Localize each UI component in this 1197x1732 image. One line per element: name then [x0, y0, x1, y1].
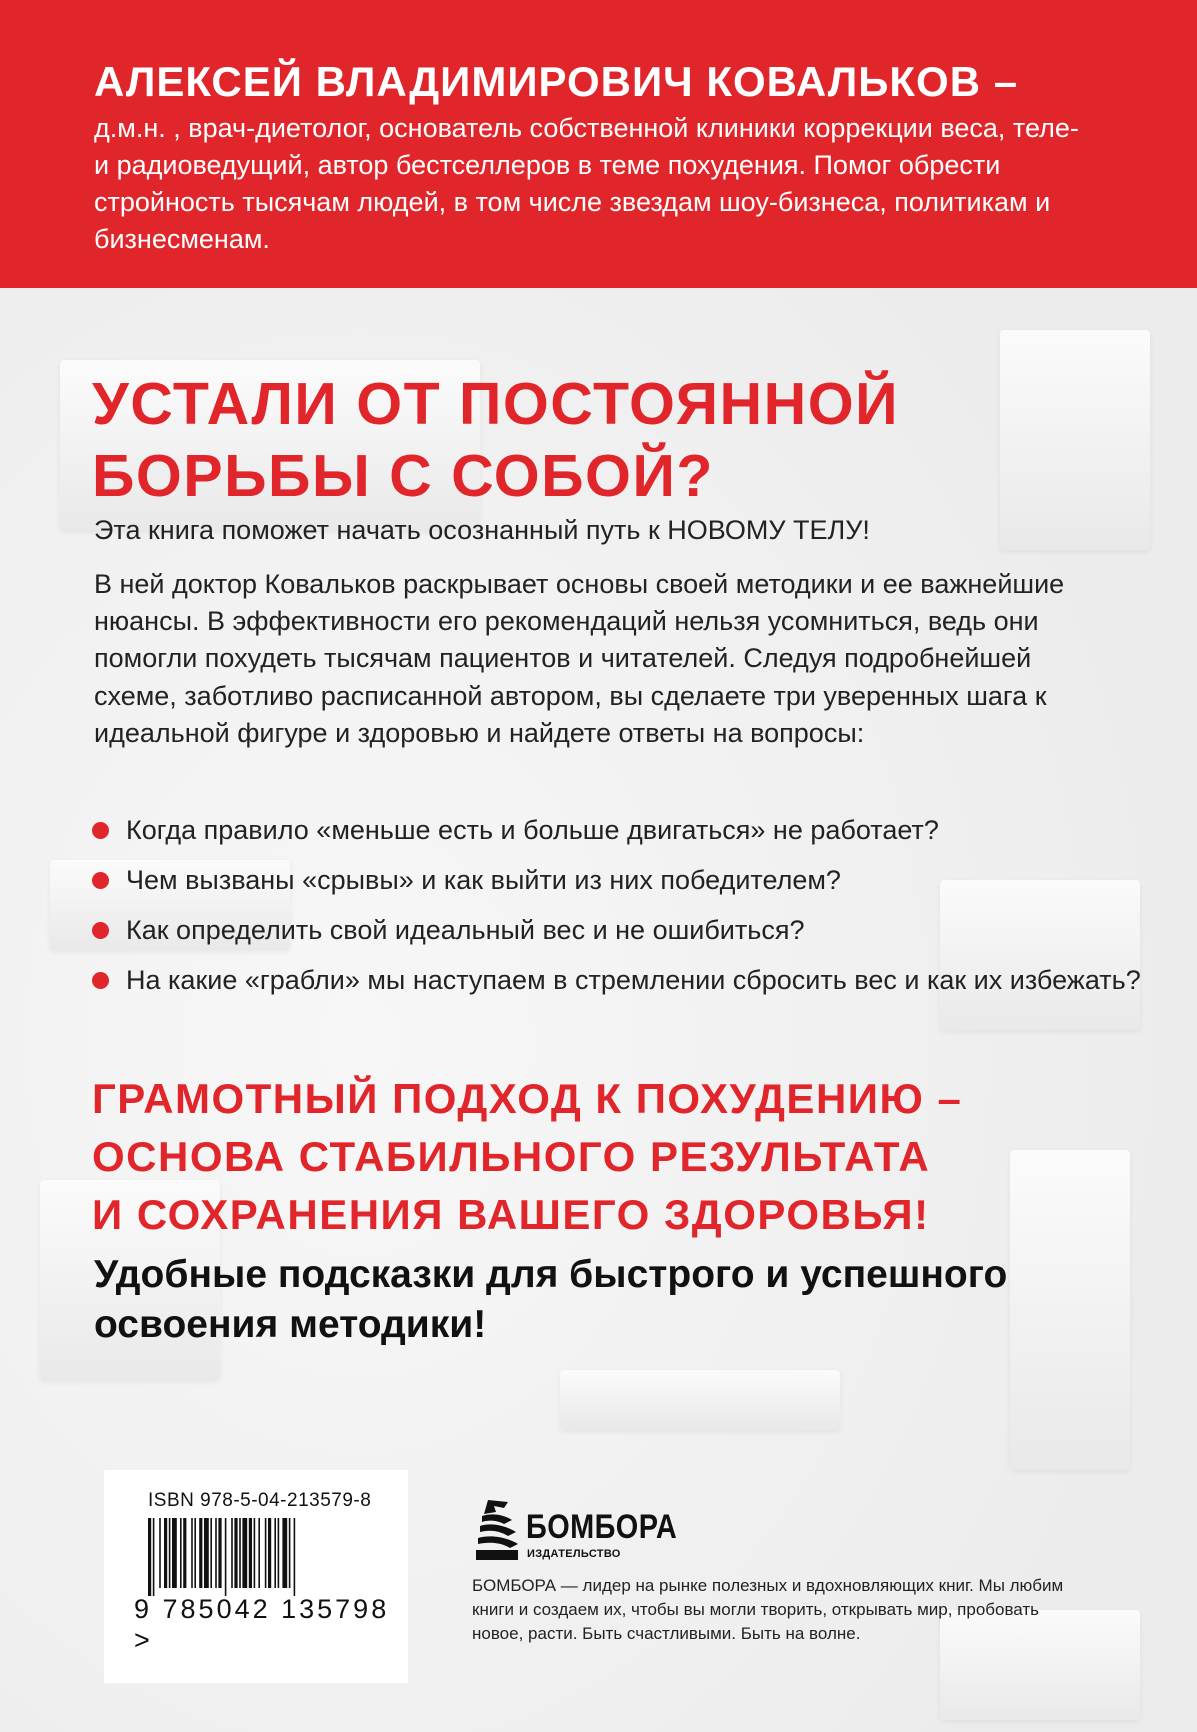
list-item-text: На какие «грабли» мы наступаем в стремлении сбросить вес и как их избежать?: [126, 965, 1141, 995]
publisher-name: БОМБОРА: [526, 1508, 678, 1546]
main-headline: [92, 368, 1152, 512]
list-item: [92, 962, 1152, 999]
isbn-text: ISBN 978-5-04-213579-8: [148, 1490, 372, 1511]
question-list: [92, 812, 1152, 1012]
list-item: [92, 912, 1152, 949]
ean-text: 9 785042 135798 >: [134, 1594, 390, 1655]
list-item-text: Чем вызваны «срывы» и как выйти из них победителем?: [126, 865, 841, 895]
publisher-logo-icon: [474, 1498, 520, 1562]
barcode-panel: [104, 1470, 408, 1683]
author-bio: д.м.н. , врач-диетолог, основатель собственной клиники коррекции веса, теле- и радиоведущий, автор бестселлеров в теме похудения. Помог обрести стройность тысячам людей, в том числе звездам шоу-бизнеса, политикам и бизнесменам.: [94, 113, 1079, 254]
sub-headline: [92, 1070, 1152, 1244]
publisher-sub: ИЗДАТЕЛЬСТВО: [527, 1548, 621, 1560]
list-item-text: Как определить свой идеальный вес и не ошибиться?: [126, 915, 805, 945]
list-item: [92, 812, 1152, 849]
publisher-description: БОМБОРА — лидер на рынке полезных и вдохновляющих книг. Мы любим книги и создаем их, чтобы вы могли творить, открывать мир, пробовать новое, расти. Быть счастливыми. Быть на волне.: [472, 1576, 1064, 1643]
list-item: [92, 862, 1152, 899]
tagline: Удобные подсказки для быстрого и успешного освоения методики!: [94, 1253, 1008, 1346]
description-paragraph: В ней доктор Ковальков раскрывает основы своей методики и ее важнейшие нюансы. В эффективности его рекомендаций нельзя усомниться, ведь они помогли похудеть тысячам пациентов и читателей. Следуя подробнейшей схеме, заботливо расписанной автором, вы сделаете три уверенных шага к идеальной фигуре и здоровью и найдете ответы на вопросы:: [94, 569, 1065, 748]
bullet-dot-icon: [92, 872, 109, 889]
bullet-dot-icon: [92, 972, 109, 989]
bullet-dot-icon: [92, 922, 109, 939]
list-item-text: Когда правило «меньше есть и больше двигаться» не работает?: [126, 815, 939, 845]
sub-headline-line: И СОХРАНЕНИЯ ВАШЕГО ЗДОРОВЬЯ!: [92, 1191, 930, 1238]
main-headline-line: УСТАЛИ ОТ ПОСТОЯННОЙ: [92, 371, 900, 437]
bullet-dot-icon: [92, 822, 109, 839]
barcode-icon: [148, 1518, 364, 1596]
sub-headline-line: ГРАМОТНЫЙ ПОДХОД К ПОХУДЕНИЮ –: [92, 1075, 963, 1122]
main-headline-line: БОРЬБЫ С СОБОЙ?: [92, 443, 714, 509]
sub-headline-line: ОСНОВА СТАБИЛЬНОГО РЕЗУЛЬТАТА: [92, 1133, 931, 1180]
intro-text: Эта книга поможет начать осознанный путь к НОВОМУ ТЕЛУ!: [94, 515, 870, 545]
author-name: АЛЕКСЕЙ ВЛАДИМИРОВИЧ КОВАЛЬКОВ –: [94, 58, 1019, 105]
